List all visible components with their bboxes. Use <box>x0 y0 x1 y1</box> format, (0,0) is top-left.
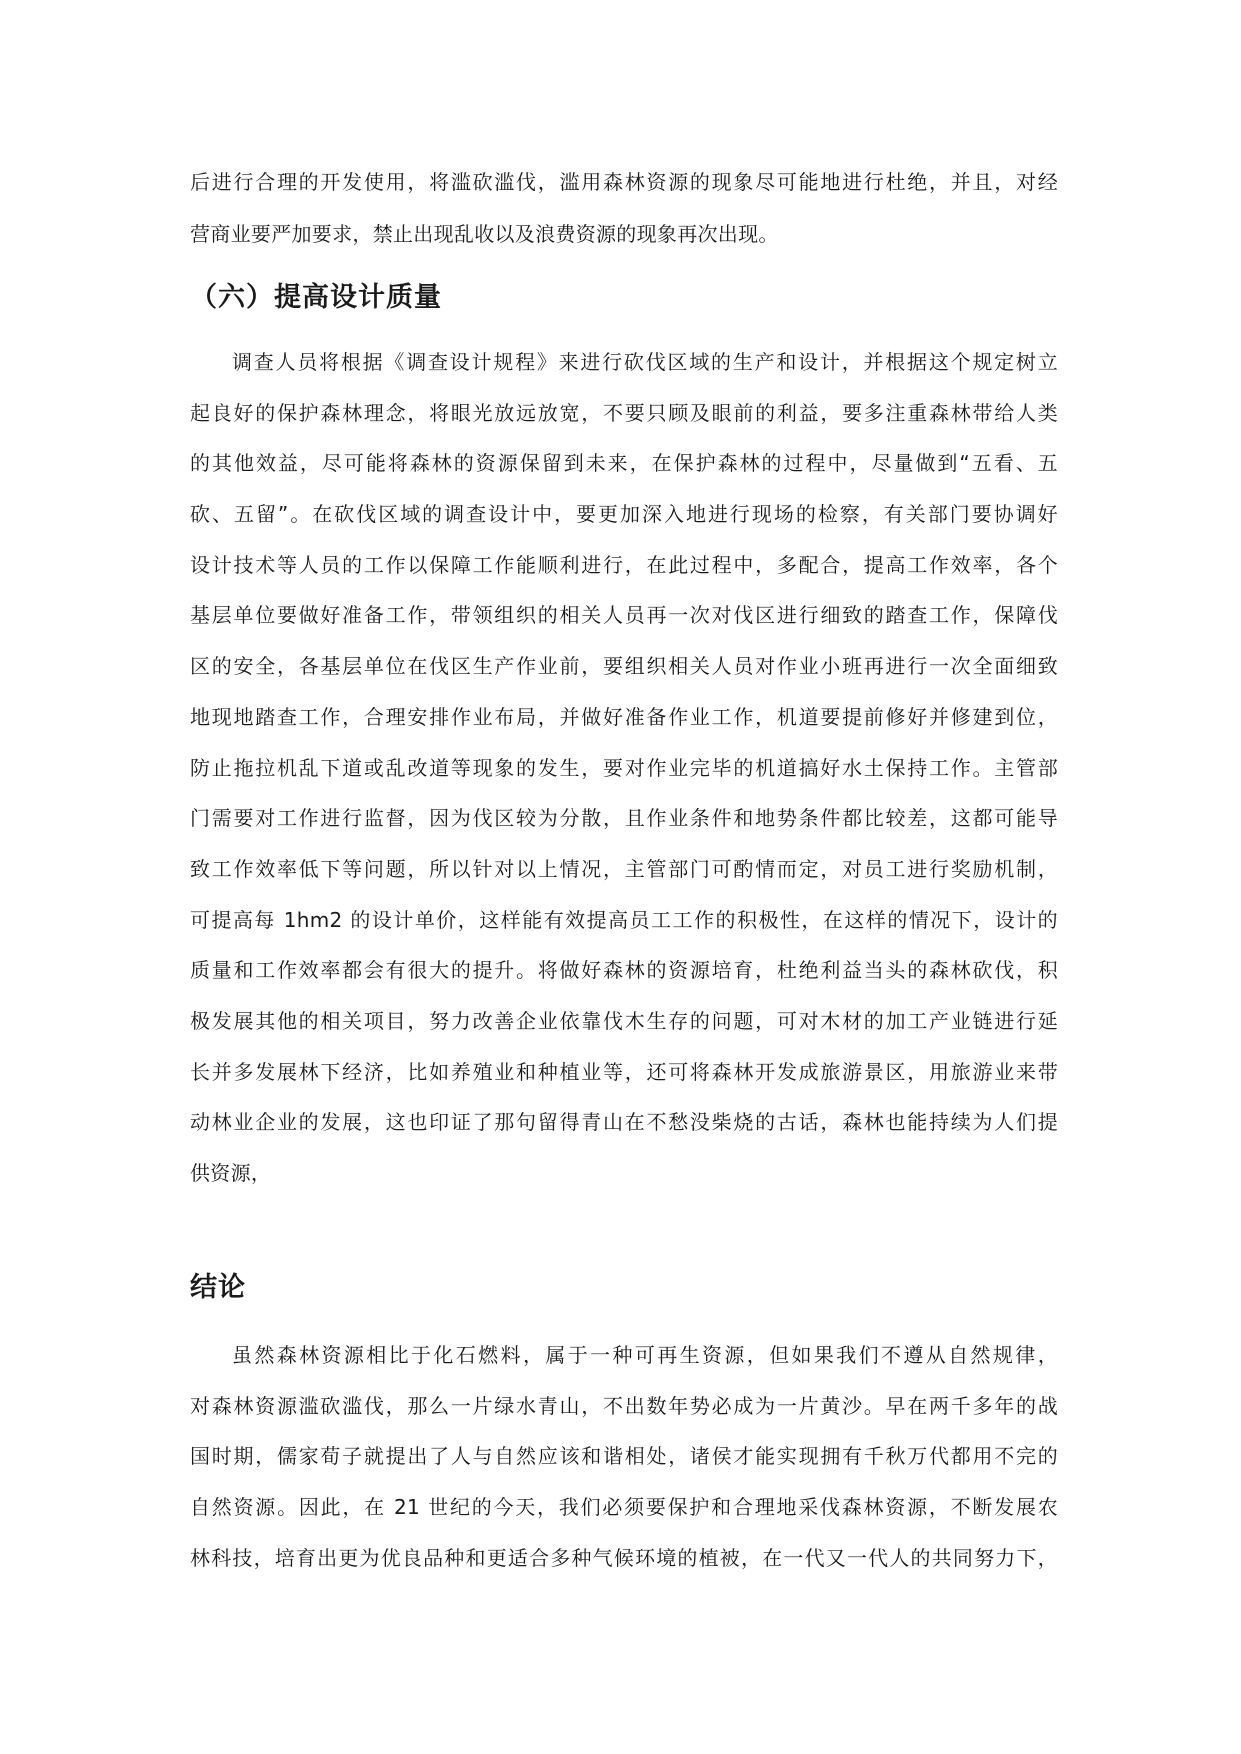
section6-line-4: 砍、五留”。在砍伐区域的调查设计中，要更加深入地进行现场的检察，有关部门要协调好 <box>190 502 1058 526</box>
conclusion-line-5: 林科技，培育出更为优良品种和更适合多种气候环境的植被，在一代又一代人的共同努力下， <box>190 1546 1058 1570</box>
section6-line-1: 调查人员将根据《调查设计规程》来进行砍伐区域的生产和设计，并根据这个规定树立 <box>232 350 1058 374</box>
section-heading-conclusion: 结论 <box>190 1272 246 1303</box>
section6-line-2: 起良好的保护森林理念，将眼光放远放宽，不要只顾及眼前的利益，要多注重森林带给人类 <box>190 401 1058 425</box>
section6-line-13: 质量和工作效率都会有很大的提升。将做好森林的资源培育，杜绝利益当头的森林砍伐，积 <box>190 958 1058 982</box>
section6-line-16: 动林业企业的发展，这也印证了那句留得青山在不愁没柴烧的古话，森林也能持续为人们提 <box>190 1110 1058 1134</box>
conclusion-line-1: 虽然森林资源相比于化石燃料，属于一种可再生资源，但如果我们不遵从自然规律， <box>232 1343 1058 1367</box>
section6-line-12: 可提高每 1hm2 的设计单价，这样能有效提高员工工作的积极性，在这样的情况下，设计的 <box>190 908 1058 932</box>
section6-line-5: 设计技术等人员的工作以保障工作能顺利进行，在此过程中，多配合，提高工作效率，各个 <box>190 553 1058 577</box>
section6-line-6: 基层单位要做好准备工作，带领组织的相关人员再一次对伐区进行细致的踏查工作，保障伐 <box>190 603 1058 627</box>
section6-line-11: 致工作效率低下等问题，所以针对以上情况，主管部门可酌情而定，对员工进行奖励机制， <box>190 857 1058 881</box>
section6-line-14: 极发展其他的相关项目，努力改善企业依靠伐木生存的问题，可对木材的加工产业链进行延 <box>190 1009 1058 1033</box>
section6-line-9: 防止拖拉机乱下道或乱改道等现象的发生，要对作业完毕的机道搞好水土保持工作。主管部 <box>190 756 1058 780</box>
section6-line-3: 的其他效益，尽可能将森林的资源保留到未来，在保护森林的过程中，尽量做到“五看、五 <box>190 451 1058 475</box>
conclusion-line-3: 国时期，儒家荀子就提出了人与自然应该和谐相处，诸侯才能实现拥有千秋万代都用不完的 <box>190 1444 1058 1468</box>
section6-line-7: 区的安全，各基层单位在伐区生产作业前，要组织相关人员对作业小班再进行一次全面细致 <box>190 654 1058 678</box>
section6-line-17: 供资源， <box>190 1161 272 1185</box>
intro-line-2: 营商业要严加要求，禁止出现乱收以及浪费资源的现象再次出现。 <box>190 222 779 246</box>
section6-line-15: 长并多发展林下经济，比如养殖业和种植业等，还可将森林开发成旅游景区，用旅游业来带 <box>190 1060 1058 1084</box>
conclusion-line-4: 自然资源。因此，在 21 世纪的今天，我们必须要保护和合理地采伐森林资源，不断发展农 <box>190 1495 1058 1519</box>
section6-line-8: 地现地踏查工作，合理安排作业布局，并做好准备作业工作，机道要提前修好并修建到位， <box>190 705 1058 729</box>
conclusion-line-2: 对森林资源滥砍滥伐，那么一片绿水青山，不出数年势必成为一片黄沙。早在两千多年的战 <box>190 1394 1058 1418</box>
intro-line-1: 后进行合理的开发使用，将滥砍滥伐，滥用森林资源的现象尽可能地进行杜绝，并且，对经 <box>190 170 1058 194</box>
section-heading-6: （六）提高设计质量 <box>190 282 442 313</box>
section6-line-10: 门需要对工作进行监督，因为伐区较为分散，且作业条件和地势条件都比较差，这都可能导 <box>190 806 1058 830</box>
